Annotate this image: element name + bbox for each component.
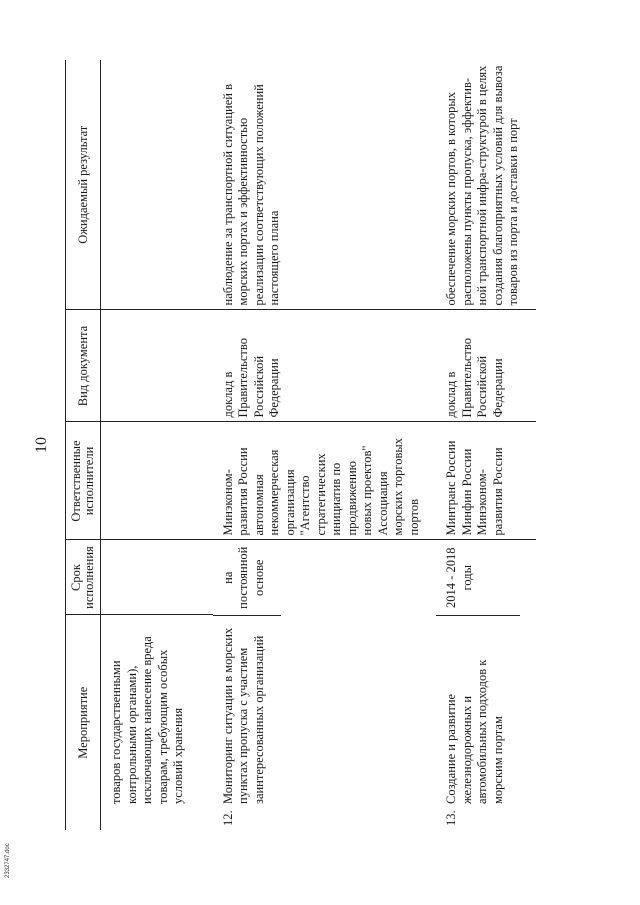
rotated-page xyxy=(33,60,520,830)
measure-cell xyxy=(436,615,520,830)
deadline-cell xyxy=(101,540,213,615)
header-deadline: Срок исполнения xyxy=(66,540,101,615)
responsible-cell: Минэконом-развития России автономная некоммерческая организация "Агентство стратегических инициатив по продвижению новых проектов" Ассоциация морских торговых портов xyxy=(213,422,437,540)
doc-type-cell xyxy=(101,310,213,422)
table-row xyxy=(436,60,536,830)
result-cell: обеспечение морских портов, в которых расположены пункты пропуска, эффектив-ной транспортной инфра-структурой в целях создания благоприятных условий для вывоза товаров из порта и доставки в порт xyxy=(444,65,520,306)
measure-text: товаров государственными контрольными органами), исключающих нанесение вреда товарам, требующим особых условий хранения xyxy=(109,636,185,804)
measure-cell xyxy=(101,615,213,830)
measure-text: Мониторинг ситуации в морских пунктах пропуска с участием заинтересованных организаций xyxy=(220,627,266,804)
result-cell xyxy=(101,60,213,310)
plan-table xyxy=(65,60,536,830)
deadline-cell: на постоянной основе xyxy=(213,540,437,615)
header-responsible: Ответственные исполнители xyxy=(66,422,101,540)
header-result: Ожидаемый результат xyxy=(66,60,101,310)
responsible-cell: Минтранс России Минфин России Минэконом-развития России xyxy=(436,422,536,540)
table-header-row xyxy=(66,60,101,830)
file-footer: 2332747.doc xyxy=(5,843,11,878)
row-number: 13. xyxy=(444,810,458,826)
table-row xyxy=(101,60,213,830)
header-doc-type: Вид документа xyxy=(66,310,101,422)
doc-type-cell: доклад в Правительство Российской Федерации xyxy=(436,310,536,422)
header-measure: Мероприятие xyxy=(66,615,101,830)
row-number: 12. xyxy=(220,810,235,826)
doc-type-cell: доклад в Правительство Российской Федерации xyxy=(213,310,437,422)
deadline-cell: 2014 - 2018 годы xyxy=(436,540,536,615)
measure-cell xyxy=(213,615,282,830)
page-number: 10 xyxy=(33,437,50,453)
responsible-cell xyxy=(101,422,213,540)
table-row xyxy=(213,60,437,830)
result-cell: наблюдение за транспортной ситуацией в морских портах и эффективностью реализации соответствующих положений настоящего плана xyxy=(220,83,281,306)
measure-text: Создание и развитие железнодорожных и автомобильных подходов к морским портам xyxy=(444,659,505,804)
